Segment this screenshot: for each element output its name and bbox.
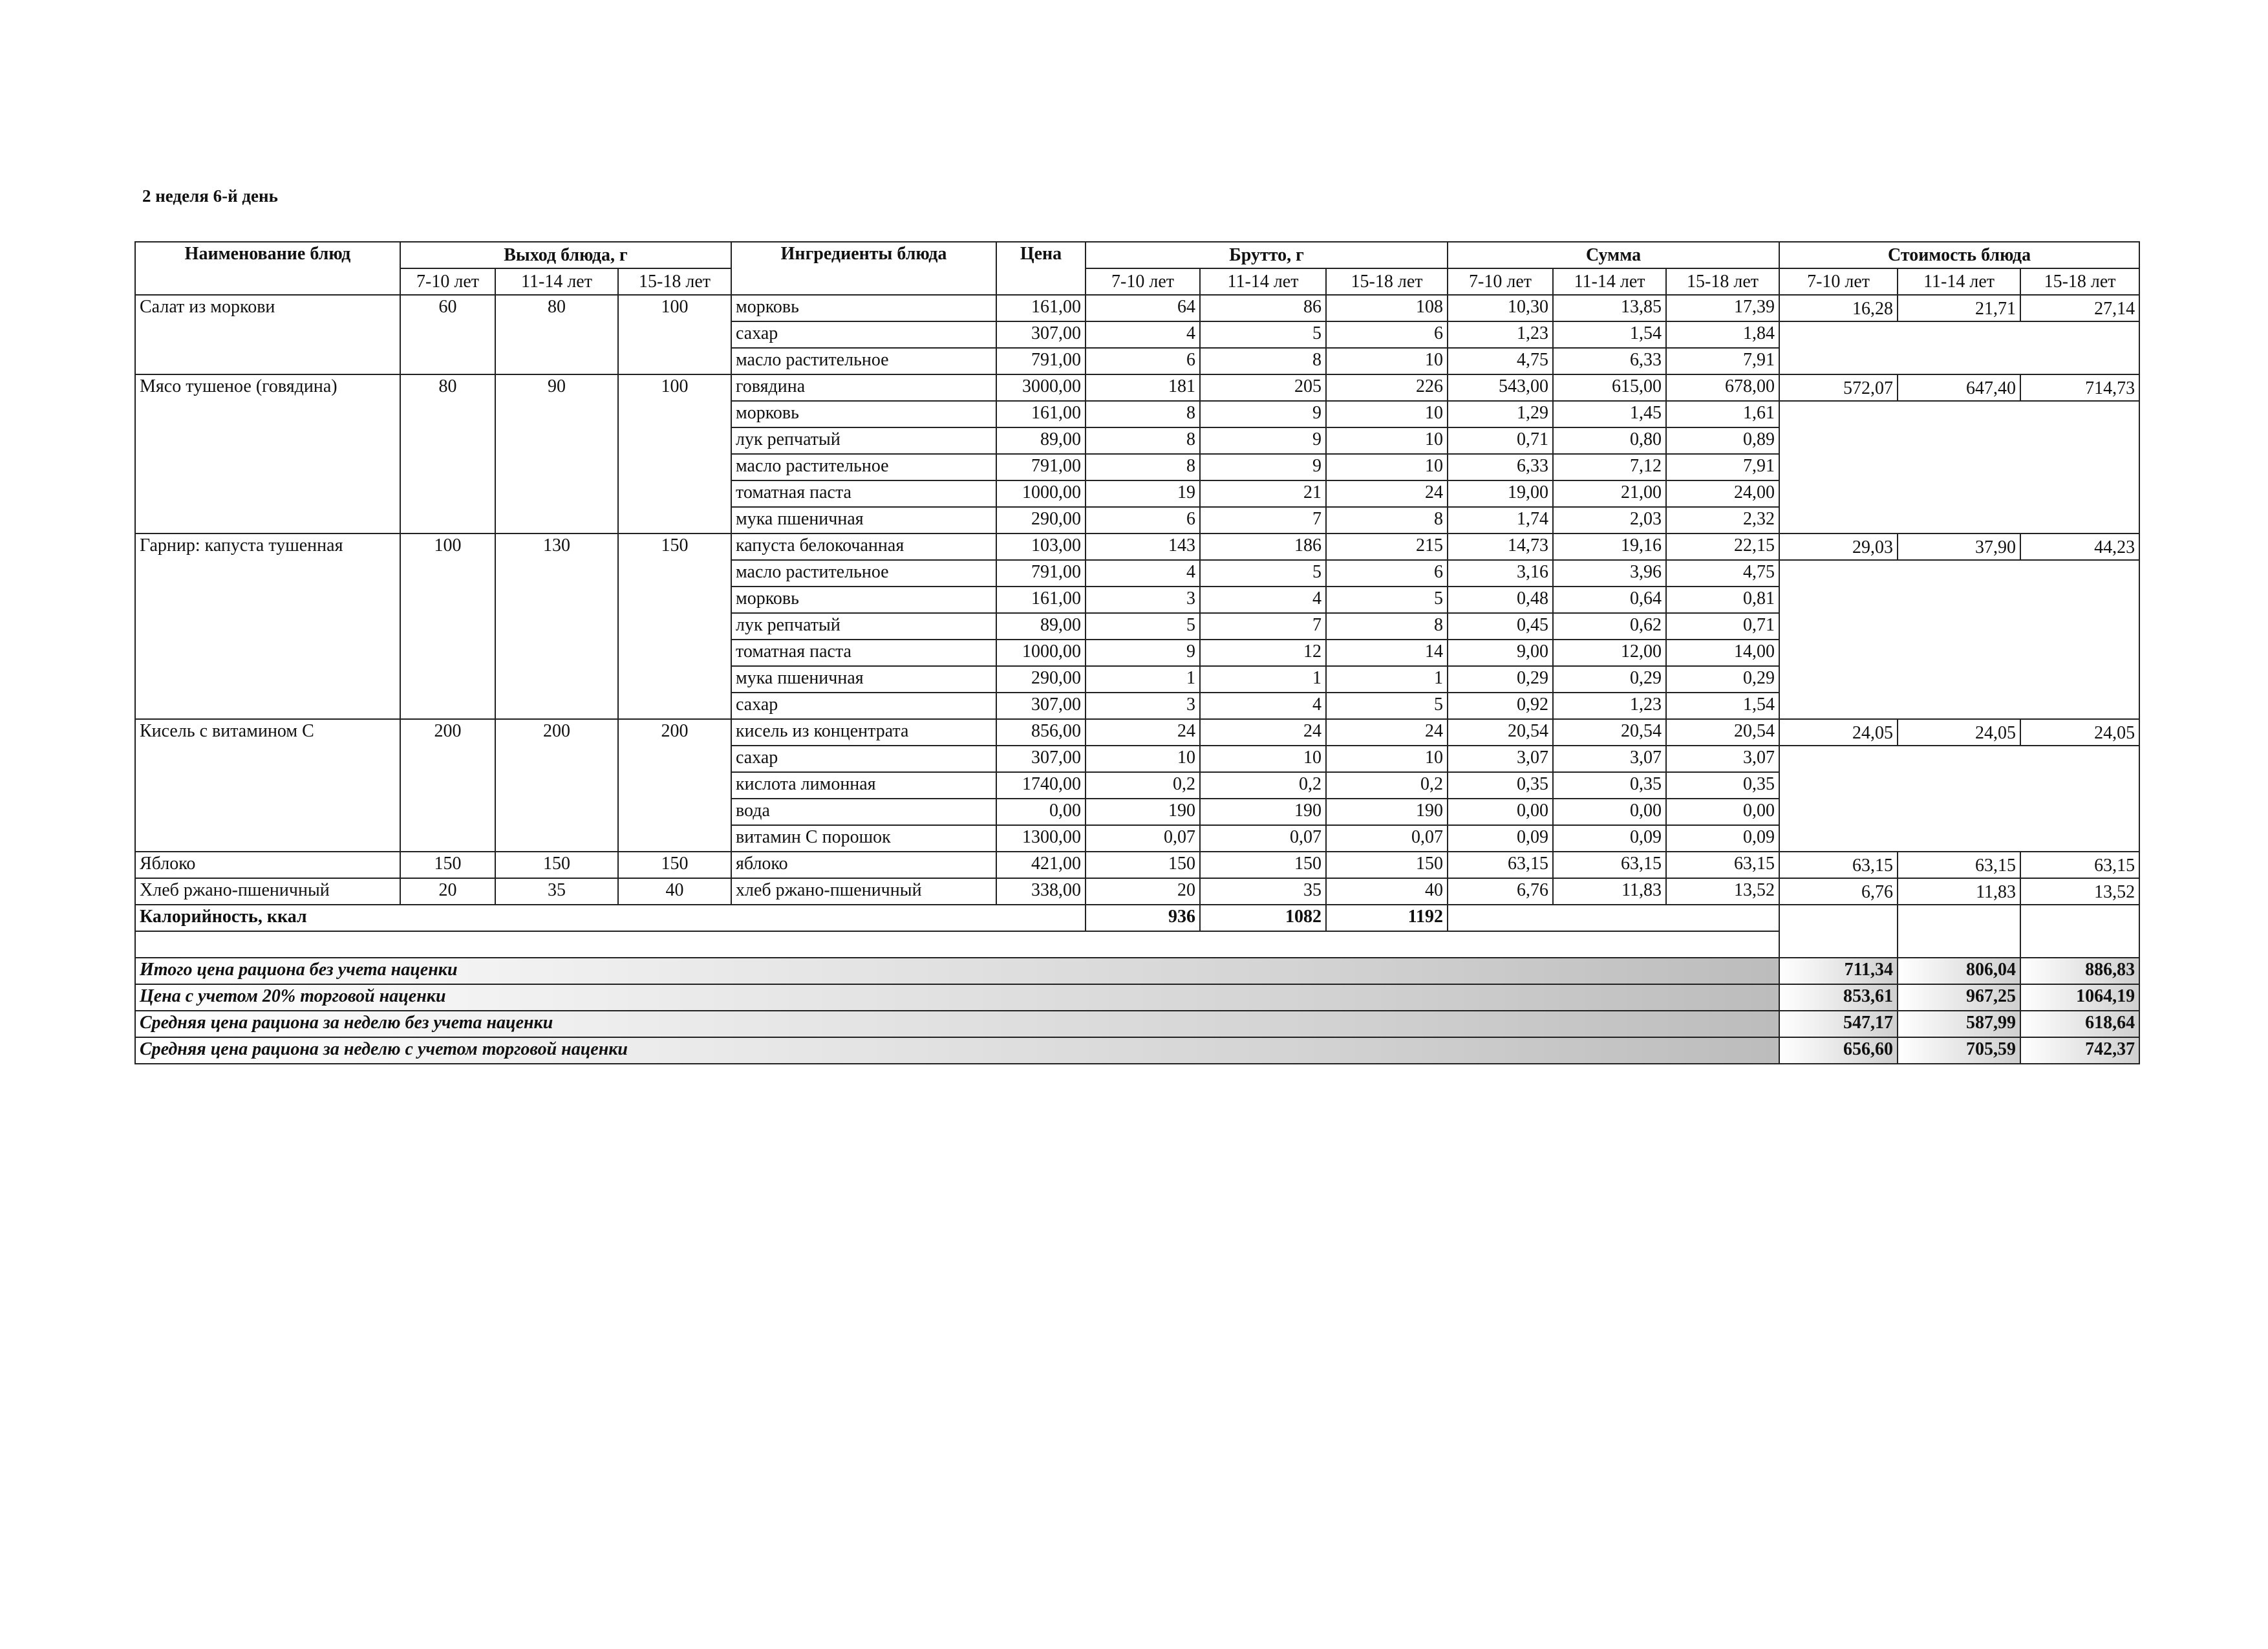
- ingredient-name: витамин С порошок: [731, 825, 996, 852]
- ingredient-sum: 3,07: [1666, 746, 1779, 772]
- ingredient-brutto: 10: [1086, 746, 1200, 772]
- blank-cell: [1779, 931, 1898, 958]
- ingredient-name: капуста белокочанная: [731, 534, 996, 560]
- header-yield: Выход блюда, г: [400, 242, 731, 268]
- ingredient-brutto: 6: [1326, 321, 1448, 348]
- summary-row: [135, 958, 2139, 984]
- dish-yield: 200: [618, 719, 731, 852]
- ingredient-sum: 0,35: [1448, 772, 1553, 799]
- dish-cost: 572,07: [1779, 374, 1898, 401]
- dish-row: [135, 878, 2139, 905]
- ingredient-sum: 0,81: [1666, 587, 1779, 613]
- ingredient-sum: 3,16: [1448, 560, 1553, 587]
- blank-cell: [1779, 746, 2139, 852]
- ingredient-sum: 63,15: [1666, 852, 1779, 878]
- ingredient-name: вода: [731, 799, 996, 825]
- header-cost: Стоимость блюда: [1779, 242, 2139, 268]
- ingredient-brutto: 1: [1200, 666, 1326, 693]
- ingredient-price: 791,00: [996, 454, 1086, 480]
- ingredient-brutto: 21: [1200, 480, 1326, 507]
- menu-body: [135, 295, 2139, 1064]
- dish-cost: 16,28: [1779, 295, 1898, 321]
- blank-cell: [1779, 401, 2139, 534]
- menu-cost-table: [134, 241, 2140, 1064]
- ingredient-name: говядина: [731, 374, 996, 401]
- ingredient-price: 0,00: [996, 799, 1086, 825]
- ingredient-price: 338,00: [996, 878, 1086, 905]
- ingredient-brutto: 8: [1086, 427, 1200, 454]
- ingredient-sum: 19,00: [1448, 480, 1553, 507]
- ingredient-brutto: 6: [1086, 507, 1200, 534]
- dish-cost: 647,40: [1898, 374, 2020, 401]
- ingredient-sum: 1,74: [1448, 507, 1553, 534]
- ingredient-sum: 0,35: [1666, 772, 1779, 799]
- dish-row: [135, 852, 2139, 878]
- dish-row: [135, 295, 2139, 321]
- ingredient-sum: 21,00: [1553, 480, 1666, 507]
- ingredient-name: лук репчатый: [731, 427, 996, 454]
- ingredient-sum: 1,84: [1666, 321, 1779, 348]
- blank-cell: [1898, 905, 2020, 931]
- ingredient-sum: 0,35: [1553, 772, 1666, 799]
- ingredient-brutto: 0,07: [1326, 825, 1448, 852]
- blank-cell: [2020, 905, 2139, 931]
- ingredient-brutto: 10: [1326, 401, 1448, 427]
- ingredient-price: 791,00: [996, 560, 1086, 587]
- ingredient-brutto: 10: [1200, 746, 1326, 772]
- dish-yield: 150: [618, 852, 731, 878]
- dish-cost: 63,15: [1898, 852, 2020, 878]
- ingredient-sum: 0,00: [1448, 799, 1553, 825]
- ingredient-sum: 0,09: [1448, 825, 1553, 852]
- ingredient-name: сахар: [731, 746, 996, 772]
- header-dish: Наименование блюд: [135, 242, 400, 295]
- ingredient-brutto: 190: [1200, 799, 1326, 825]
- ingredient-brutto: 10: [1326, 454, 1448, 480]
- dish-yield: 100: [618, 374, 731, 534]
- ingredient-sum: 63,15: [1448, 852, 1553, 878]
- ingredient-sum: 0,89: [1666, 427, 1779, 454]
- ingredient-brutto: 1: [1326, 666, 1448, 693]
- ingredient-name: хлеб ржано-пшеничный: [731, 878, 996, 905]
- ingredient-sum: 24,00: [1666, 480, 1779, 507]
- header-ingredients: Ингредиенты блюда: [731, 242, 996, 295]
- ingredient-sum: 12,00: [1553, 640, 1666, 666]
- ingredient-brutto: 4: [1086, 321, 1200, 348]
- ingredient-price: 856,00: [996, 719, 1086, 746]
- dish-yield: 100: [400, 534, 495, 719]
- ingredient-price: 1300,00: [996, 825, 1086, 852]
- calories-value: 1082: [1200, 905, 1326, 931]
- ingredient-name: масло растительное: [731, 560, 996, 587]
- ingredient-name: морковь: [731, 295, 996, 321]
- ingredient-brutto: 8: [1326, 507, 1448, 534]
- ingredient-sum: 20,54: [1666, 719, 1779, 746]
- ingredient-brutto: 10: [1326, 348, 1448, 374]
- ingredient-sum: 0,92: [1448, 693, 1553, 719]
- dish-row: [135, 719, 2139, 746]
- ingredient-price: 161,00: [996, 401, 1086, 427]
- ingredient-brutto: 1: [1086, 666, 1200, 693]
- header-age: 7-10 лет: [1086, 268, 1200, 295]
- ingredient-sum: 1,45: [1553, 401, 1666, 427]
- ingredient-brutto: 5: [1200, 560, 1326, 587]
- dish-name: Хлеб ржано-пшеничный: [135, 878, 400, 905]
- ingredient-sum: 17,39: [1666, 295, 1779, 321]
- summary-value: 853,61: [1779, 984, 1898, 1011]
- header-age: 15-18 лет: [1666, 268, 1779, 295]
- ingredient-name: кислота лимонная: [731, 772, 996, 799]
- ingredient-brutto: 108: [1326, 295, 1448, 321]
- dish-cost: 63,15: [2020, 852, 2139, 878]
- ingredient-name: морковь: [731, 587, 996, 613]
- blank-cell: [1448, 905, 1779, 931]
- dish-yield: 90: [495, 374, 618, 534]
- dish-cost: 11,83: [1898, 878, 2020, 905]
- ingredient-sum: 2,03: [1553, 507, 1666, 534]
- ingredient-name: мука пшеничная: [731, 666, 996, 693]
- ingredient-sum: 0,71: [1666, 613, 1779, 640]
- ingredient-brutto: 8: [1086, 401, 1200, 427]
- ingredient-sum: 20,54: [1448, 719, 1553, 746]
- ingredient-brutto: 215: [1326, 534, 1448, 560]
- dish-name: Кисель с витамином С: [135, 719, 400, 852]
- summary-row: [135, 1037, 2139, 1064]
- ingredient-brutto: 6: [1326, 560, 1448, 587]
- ingredient-sum: 6,33: [1553, 348, 1666, 374]
- dish-yield: 20: [400, 878, 495, 905]
- ingredient-brutto: 10: [1326, 427, 1448, 454]
- ingredient-sum: 1,61: [1666, 401, 1779, 427]
- header-age: 7-10 лет: [1448, 268, 1553, 295]
- ingredient-name: сахар: [731, 321, 996, 348]
- summary-value: 705,59: [1898, 1037, 2020, 1064]
- header-age: 11-14 лет: [1898, 268, 2020, 295]
- ingredient-sum: 20,54: [1553, 719, 1666, 746]
- ingredient-brutto: 24: [1200, 719, 1326, 746]
- blank-cell: [2020, 931, 2139, 958]
- ingredient-sum: 1,23: [1448, 321, 1553, 348]
- ingredient-sum: 4,75: [1448, 348, 1553, 374]
- ingredient-brutto: 0,07: [1200, 825, 1326, 852]
- ingredient-sum: 0,09: [1666, 825, 1779, 852]
- dish-yield: 130: [495, 534, 618, 719]
- ingredient-brutto: 14: [1326, 640, 1448, 666]
- dish-yield: 150: [618, 534, 731, 719]
- ingredient-brutto: 9: [1086, 640, 1200, 666]
- ingredient-name: лук репчатый: [731, 613, 996, 640]
- ingredient-sum: 13,85: [1553, 295, 1666, 321]
- ingredient-brutto: 7: [1200, 507, 1326, 534]
- ingredient-sum: 0,00: [1553, 799, 1666, 825]
- ingredient-sum: 0,48: [1448, 587, 1553, 613]
- ingredient-brutto: 10: [1326, 746, 1448, 772]
- header-age: 15-18 лет: [618, 268, 731, 295]
- dish-row: [135, 534, 2139, 560]
- ingredient-name: томатная паста: [731, 480, 996, 507]
- ingredient-brutto: 35: [1200, 878, 1326, 905]
- dish-name: Салат из моркови: [135, 295, 400, 374]
- ingredient-name: масло растительное: [731, 454, 996, 480]
- ingredient-brutto: 186: [1200, 534, 1326, 560]
- ingredient-sum: 4,75: [1666, 560, 1779, 587]
- ingredient-brutto: 20: [1086, 878, 1200, 905]
- summary-value: 886,83: [2020, 958, 2139, 984]
- ingredient-sum: 0,80: [1553, 427, 1666, 454]
- dish-cost: 6,76: [1779, 878, 1898, 905]
- dish-cost: 27,14: [2020, 295, 2139, 321]
- ingredient-sum: 14,73: [1448, 534, 1553, 560]
- blank-cell: [1779, 905, 1898, 931]
- ingredient-brutto: 3: [1086, 587, 1200, 613]
- ingredient-price: 103,00: [996, 534, 1086, 560]
- dish-yield: 100: [618, 295, 731, 374]
- ingredient-sum: 7,91: [1666, 454, 1779, 480]
- ingredient-price: 307,00: [996, 321, 1086, 348]
- ingredient-brutto: 6: [1086, 348, 1200, 374]
- ingredient-brutto: 0,2: [1086, 772, 1200, 799]
- ingredient-sum: 0,62: [1553, 613, 1666, 640]
- dish-yield: 35: [495, 878, 618, 905]
- header-age: 11-14 лет: [1553, 268, 1666, 295]
- header-age: 15-18 лет: [2020, 268, 2139, 295]
- summary-value: 711,34: [1779, 958, 1898, 984]
- ingredient-name: кисель из концентрата: [731, 719, 996, 746]
- ingredient-sum: 14,00: [1666, 640, 1779, 666]
- ingredient-sum: 11,83: [1553, 878, 1666, 905]
- summary-value: 742,37: [2020, 1037, 2139, 1064]
- dish-cost: 21,71: [1898, 295, 2020, 321]
- calories-label: Калорийность, ккал: [135, 905, 1086, 931]
- ingredient-price: 307,00: [996, 693, 1086, 719]
- dish-name: Мясо тушеное (говядина): [135, 374, 400, 534]
- ingredient-brutto: 9: [1200, 427, 1326, 454]
- ingredient-brutto: 5: [1086, 613, 1200, 640]
- header-age: 11-14 лет: [1200, 268, 1326, 295]
- ingredient-price: 1740,00: [996, 772, 1086, 799]
- dish-yield: 80: [495, 295, 618, 374]
- ingredient-brutto: 3: [1086, 693, 1200, 719]
- dish-yield: 60: [400, 295, 495, 374]
- ingredient-brutto: 4: [1200, 587, 1326, 613]
- header-age: 7-10 лет: [400, 268, 495, 295]
- blank-cell: [135, 931, 1779, 958]
- ingredient-price: 3000,00: [996, 374, 1086, 401]
- ingredient-sum: 1,29: [1448, 401, 1553, 427]
- ingredient-brutto: 24: [1326, 719, 1448, 746]
- ingredient-sum: 615,00: [1553, 374, 1666, 401]
- ingredient-name: мука пшеничная: [731, 507, 996, 534]
- calories-value: 1192: [1326, 905, 1448, 931]
- ingredient-sum: 0,64: [1553, 587, 1666, 613]
- header-sum: Сумма: [1448, 242, 1779, 268]
- summary-value: 547,17: [1779, 1011, 1898, 1037]
- dish-cost: 29,03: [1779, 534, 1898, 560]
- ingredient-brutto: 5: [1326, 693, 1448, 719]
- ingredient-brutto: 8: [1200, 348, 1326, 374]
- summary-value: 587,99: [1898, 1011, 2020, 1037]
- calories-row: [135, 905, 2139, 931]
- ingredient-brutto: 64: [1086, 295, 1200, 321]
- summary-label: Итого цена рациона без учета наценки: [135, 958, 1779, 984]
- dish-row: [135, 374, 2139, 401]
- ingredient-sum: 7,91: [1666, 348, 1779, 374]
- ingredient-price: 307,00: [996, 746, 1086, 772]
- blank-cell: [1898, 931, 2020, 958]
- ingredient-name: масло растительное: [731, 348, 996, 374]
- ingredient-name: сахар: [731, 693, 996, 719]
- dish-yield: 40: [618, 878, 731, 905]
- ingredient-price: 89,00: [996, 427, 1086, 454]
- ingredient-sum: 1,23: [1553, 693, 1666, 719]
- ingredient-brutto: 150: [1086, 852, 1200, 878]
- ingredient-brutto: 7: [1200, 613, 1326, 640]
- ingredient-price: 161,00: [996, 295, 1086, 321]
- dish-yield: 150: [400, 852, 495, 878]
- ingredient-name: яблоко: [731, 852, 996, 878]
- dish-yield: 200: [400, 719, 495, 852]
- ingredient-sum: 0,45: [1448, 613, 1553, 640]
- ingredient-brutto: 12: [1200, 640, 1326, 666]
- dish-cost: 24,05: [2020, 719, 2139, 746]
- header-row-top: [135, 242, 2139, 268]
- ingredient-price: 161,00: [996, 587, 1086, 613]
- header-brutto: Брутто, г: [1086, 242, 1448, 268]
- dish-name: Гарнир: капуста тушенная: [135, 534, 400, 719]
- ingredient-brutto: 4: [1086, 560, 1200, 587]
- ingredient-brutto: 143: [1086, 534, 1200, 560]
- ingredient-brutto: 226: [1326, 374, 1448, 401]
- ingredient-sum: 3,96: [1553, 560, 1666, 587]
- dish-cost: 44,23: [2020, 534, 2139, 560]
- dish-cost: 714,73: [2020, 374, 2139, 401]
- ingredient-sum: 3,07: [1553, 746, 1666, 772]
- summary-value: 1064,19: [2020, 984, 2139, 1011]
- ingredient-brutto: 9: [1200, 454, 1326, 480]
- summary-value: 967,25: [1898, 984, 2020, 1011]
- ingredient-brutto: 5: [1200, 321, 1326, 348]
- ingredient-price: 791,00: [996, 348, 1086, 374]
- dish-cost: 37,90: [1898, 534, 2020, 560]
- ingredient-price: 1000,00: [996, 480, 1086, 507]
- ingredient-brutto: 150: [1200, 852, 1326, 878]
- ingredient-sum: 678,00: [1666, 374, 1779, 401]
- ingredient-price: 290,00: [996, 507, 1086, 534]
- ingredient-sum: 22,15: [1666, 534, 1779, 560]
- ingredient-brutto: 9: [1200, 401, 1326, 427]
- ingredient-name: морковь: [731, 401, 996, 427]
- ingredient-name: томатная паста: [731, 640, 996, 666]
- dish-cost: 13,52: [2020, 878, 2139, 905]
- dish-cost: 24,05: [1898, 719, 2020, 746]
- ingredient-brutto: 190: [1326, 799, 1448, 825]
- ingredient-sum: 13,52: [1666, 878, 1779, 905]
- ingredient-brutto: 0,2: [1326, 772, 1448, 799]
- dish-cost: 24,05: [1779, 719, 1898, 746]
- ingredient-brutto: 0,07: [1086, 825, 1200, 852]
- ingredient-brutto: 19: [1086, 480, 1200, 507]
- summary-value: 806,04: [1898, 958, 2020, 984]
- summary-row: [135, 984, 2139, 1011]
- ingredient-brutto: 86: [1200, 295, 1326, 321]
- blank-cell: [1779, 560, 2139, 719]
- ingredient-sum: 0,29: [1553, 666, 1666, 693]
- header-age: 7-10 лет: [1779, 268, 1898, 295]
- summary-value: 618,64: [2020, 1011, 2139, 1037]
- ingredient-brutto: 205: [1200, 374, 1326, 401]
- ingredient-sum: 0,00: [1666, 799, 1779, 825]
- ingredient-sum: 10,30: [1448, 295, 1553, 321]
- ingredient-brutto: 4: [1200, 693, 1326, 719]
- blank-cell: [1779, 321, 2139, 374]
- ingredient-sum: 1,54: [1553, 321, 1666, 348]
- ingredient-price: 290,00: [996, 666, 1086, 693]
- dish-cost: 63,15: [1779, 852, 1898, 878]
- summary-row: [135, 1011, 2139, 1037]
- summary-label: Средняя цена рациона за неделю без учета наценки: [135, 1011, 1779, 1037]
- ingredient-sum: 19,16: [1553, 534, 1666, 560]
- dish-yield: 200: [495, 719, 618, 852]
- ingredient-brutto: 5: [1326, 587, 1448, 613]
- page-title: 2 неделя 6-й день: [142, 186, 278, 206]
- dish-name: Яблоко: [135, 852, 400, 878]
- header-row-ages: [135, 268, 2139, 295]
- calories-value: 936: [1086, 905, 1200, 931]
- spacer-row: [135, 931, 2139, 958]
- ingredient-price: 421,00: [996, 852, 1086, 878]
- ingredient-sum: 3,07: [1448, 746, 1553, 772]
- header-price: Цена: [996, 242, 1086, 295]
- ingredient-sum: 543,00: [1448, 374, 1553, 401]
- summary-value: 656,60: [1779, 1037, 1898, 1064]
- ingredient-brutto: 24: [1326, 480, 1448, 507]
- ingredient-brutto: 40: [1326, 878, 1448, 905]
- ingredient-sum: 63,15: [1553, 852, 1666, 878]
- ingredient-sum: 0,29: [1448, 666, 1553, 693]
- ingredient-sum: 6,76: [1448, 878, 1553, 905]
- ingredient-sum: 1,54: [1666, 693, 1779, 719]
- header-age: 11-14 лет: [495, 268, 618, 295]
- ingredient-sum: 2,32: [1666, 507, 1779, 534]
- dish-yield: 150: [495, 852, 618, 878]
- ingredient-brutto: 8: [1086, 454, 1200, 480]
- ingredient-sum: 9,00: [1448, 640, 1553, 666]
- dish-yield: 80: [400, 374, 495, 534]
- header-age: 15-18 лет: [1326, 268, 1448, 295]
- ingredient-brutto: 150: [1326, 852, 1448, 878]
- summary-label: Цена с учетом 20% торговой наценки: [135, 984, 1779, 1011]
- ingredient-brutto: 8: [1326, 613, 1448, 640]
- ingredient-sum: 0,29: [1666, 666, 1779, 693]
- ingredient-sum: 0,09: [1553, 825, 1666, 852]
- ingredient-sum: 6,33: [1448, 454, 1553, 480]
- ingredient-brutto: 0,2: [1200, 772, 1326, 799]
- ingredient-brutto: 24: [1086, 719, 1200, 746]
- ingredient-sum: 7,12: [1553, 454, 1666, 480]
- summary-label: Средняя цена рациона за неделю с учетом торговой наценки: [135, 1037, 1779, 1064]
- ingredient-price: 89,00: [996, 613, 1086, 640]
- ingredient-brutto: 190: [1086, 799, 1200, 825]
- ingredient-price: 1000,00: [996, 640, 1086, 666]
- ingredient-sum: 0,71: [1448, 427, 1553, 454]
- ingredient-brutto: 181: [1086, 374, 1200, 401]
